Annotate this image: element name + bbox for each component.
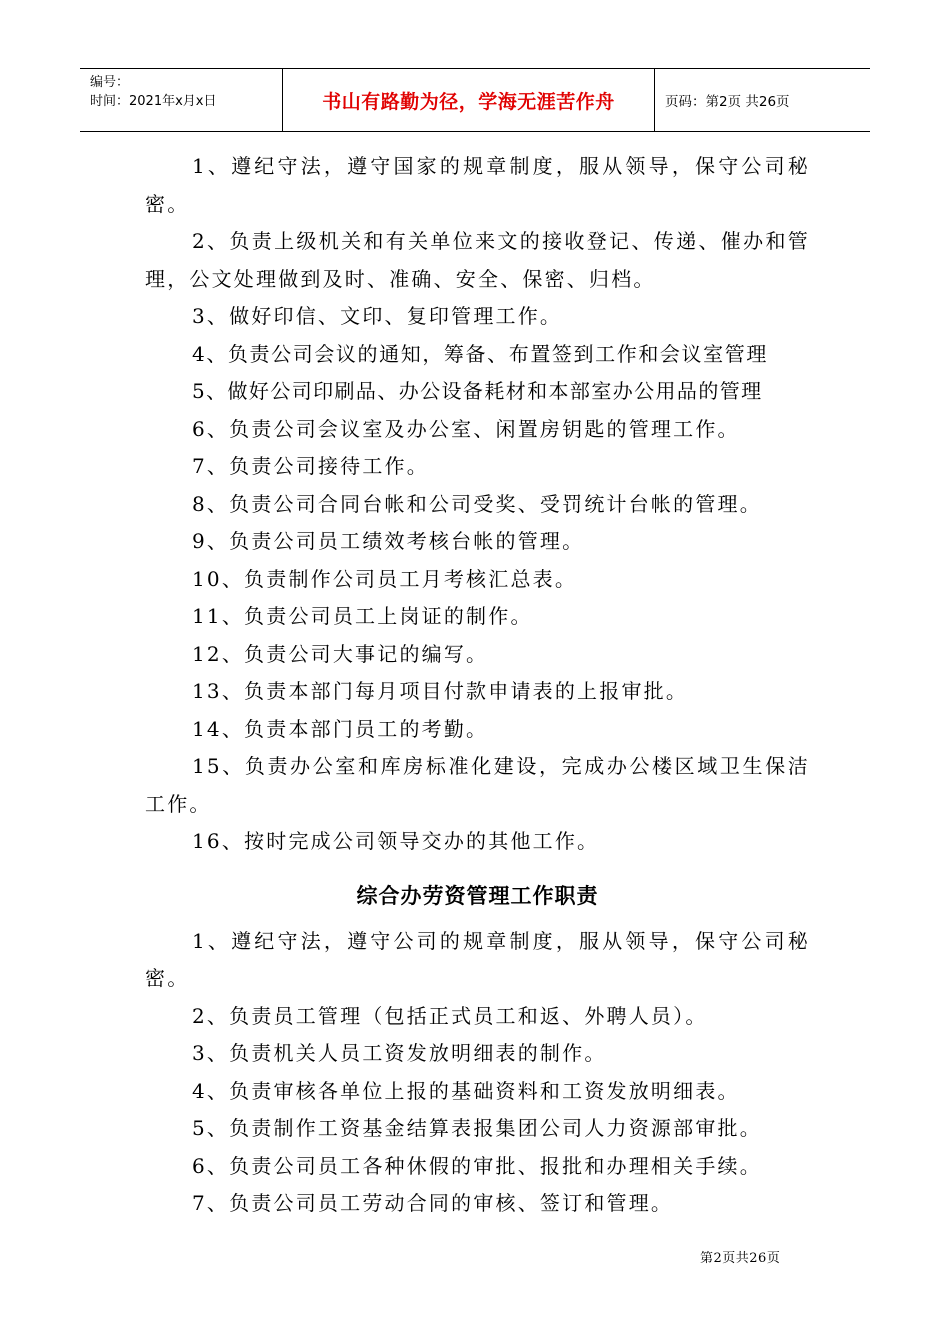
- duty-item: 15、负责办公室和库房标准化建设，完成办公楼区域卫生保洁工作。: [145, 754, 810, 816]
- section-title: 综合办劳资管理工作职责: [356, 883, 599, 908]
- duty-item: 5、负责制作工资基金结算表报集团公司人力资源部审批。: [192, 1116, 762, 1140]
- duty-item: 13、负责本部门每月项目付款申请表的上报审批。: [192, 679, 689, 703]
- duty-item: 1、遵纪守法，遵守国家的规章制度，服从领导，保守公司秘密。: [145, 154, 810, 216]
- duty-item: 6、负责公司会议室及办公室、闲置房钥匙的管理工作。: [192, 416, 740, 441]
- header-motto-cell: [282, 69, 655, 131]
- duty-item: 8、负责公司合同台帐和公司受奖、受罚统计台帐的管理。: [192, 491, 762, 516]
- duty-item: 3、负责机关人员工资发放明细表的制作。: [192, 1041, 607, 1065]
- header-motto: 书山有路勤为径，学海无涯苦作舟: [322, 90, 615, 113]
- duty-item: 10、负责制作公司员工月考核汇总表。: [192, 566, 578, 591]
- document-body: [145, 148, 810, 1223]
- duty-item: 7、负责公司接待工作。: [192, 454, 429, 478]
- duty-item: 9、负责公司员工绩效考核台帐的管理。: [192, 529, 585, 553]
- header-page-cell: [655, 69, 870, 131]
- duty-item: 5、做好公司印刷品、办公设备耗材和本部室办公用品的管理: [192, 379, 763, 403]
- duty-item: 2、负责上级机关和有关单位来文的接收登记、传递、催办和管理，公文处理做到及时、准确、安全、保密、归档。: [145, 229, 810, 291]
- duty-item: 3、做好印信、文印、复印管理工作。: [192, 304, 563, 328]
- duty-item: 14、负责本部门员工的考勤。: [192, 716, 489, 741]
- duty-item: 11、负责公司员工上岗证的制作。: [192, 604, 533, 628]
- duty-item: 12、负责公司大事记的编写。: [192, 641, 489, 666]
- doc-time-label: 时间：2021年x月x日: [90, 94, 217, 109]
- duty-item: 4、负责公司会议的通知，筹备、布置签到工作和会议室管理: [192, 341, 768, 366]
- duty-item: 6、负责公司员工各种休假的审批、报批和办理相关手续。: [192, 1153, 762, 1178]
- duty-item: 16、按时完成公司领导交办的其他工作。: [192, 829, 600, 853]
- duty-item: 1、遵纪守法，遵守公司的规章制度，服从领导，保守公司秘密。: [145, 928, 810, 990]
- duty-item: 4、负责审核各单位上报的基础资料和工资发放明细表。: [192, 1078, 740, 1103]
- doc-number-label: 编号：: [90, 75, 130, 90]
- header-meta: [80, 69, 282, 131]
- duty-item: 7、负责公司员工劳动合同的审核、签订和管理。: [192, 1191, 674, 1215]
- page-header: [80, 68, 870, 132]
- header-page-label: 页码：第2页 共26页: [665, 94, 790, 110]
- duty-item: 2、负责员工管理（包括正式员工和返、外聘人员）。: [192, 1003, 708, 1028]
- page-footer: 第2页共26页: [700, 1251, 781, 1266]
